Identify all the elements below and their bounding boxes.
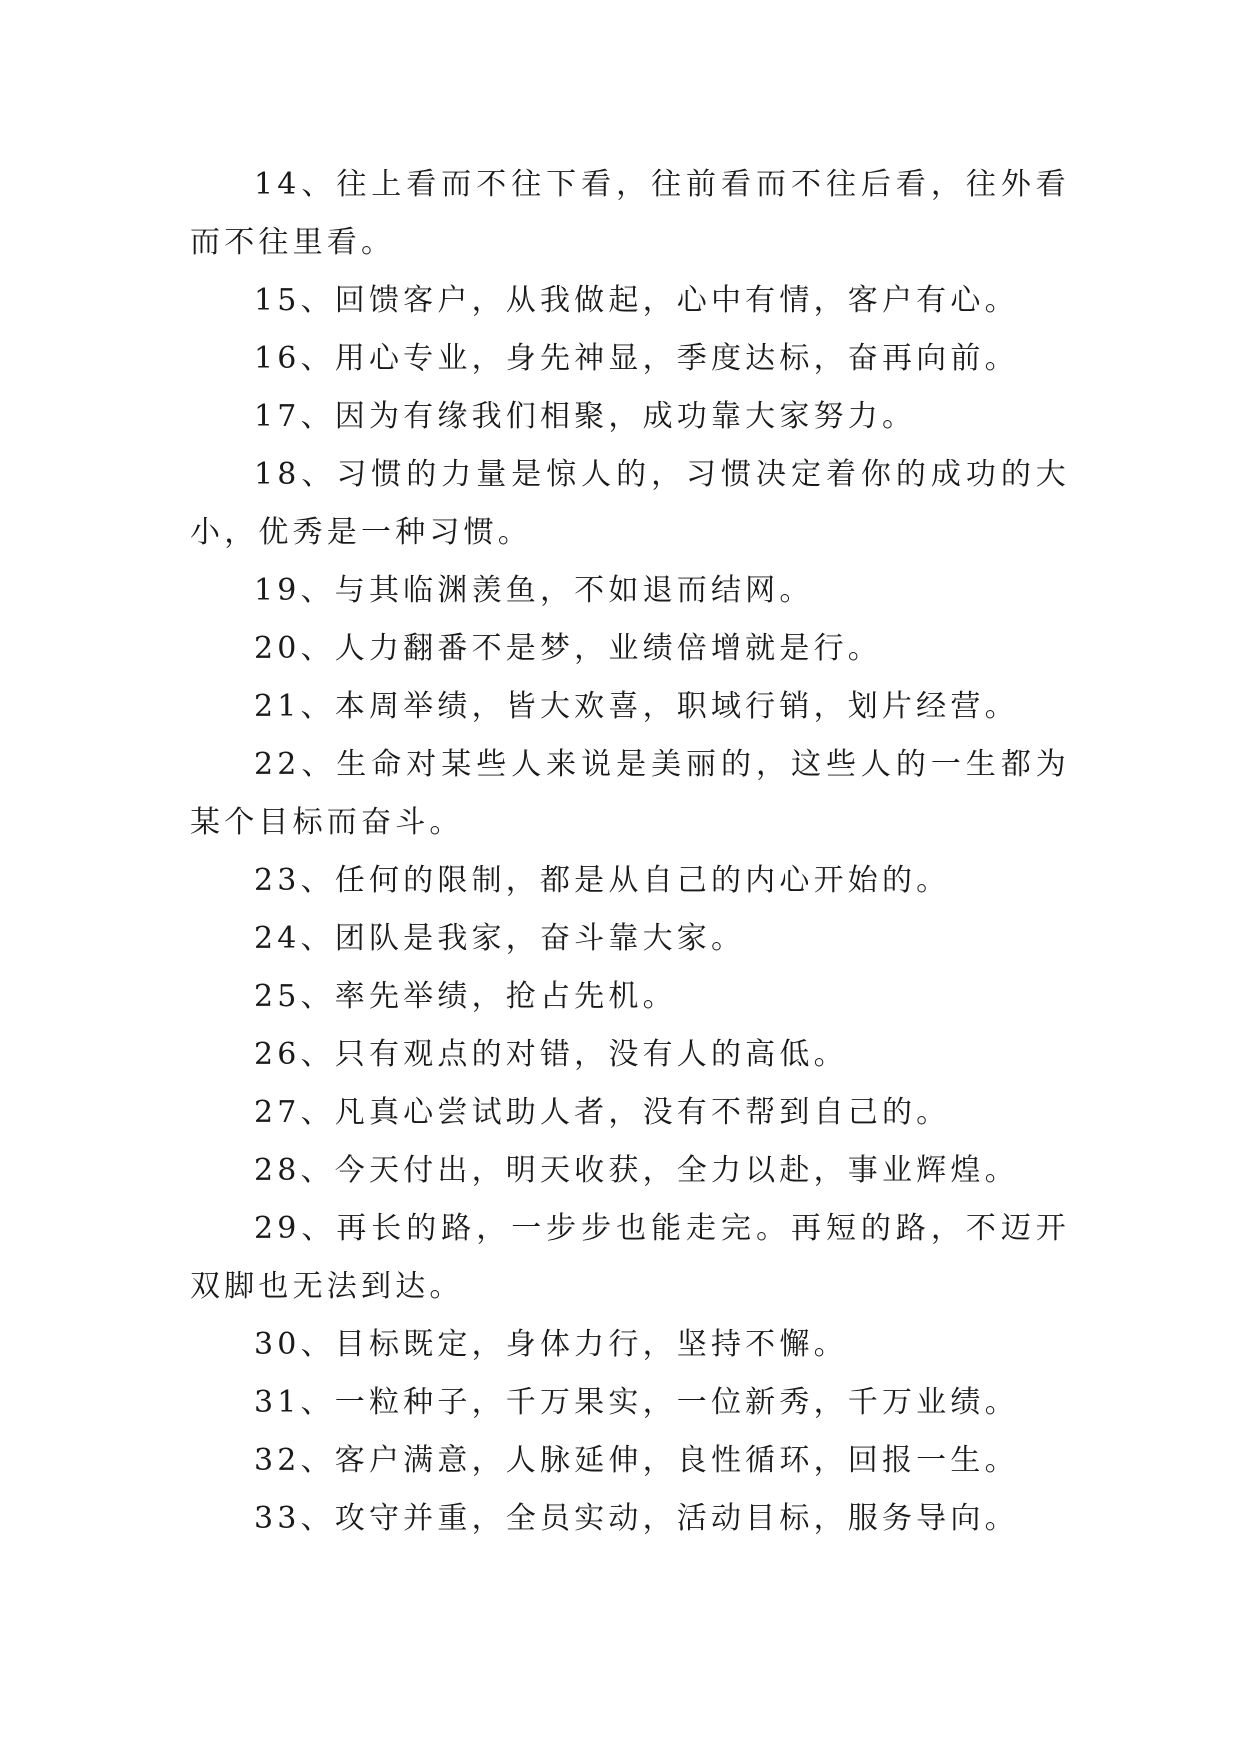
list-item: 19、与其临渊羡鱼，不如退而结网。 — [254, 573, 814, 608]
list-item: 24、团队是我家，奋斗靠大家。 — [254, 921, 746, 956]
list-item: 21、本周举绩，皆大欢喜，职域行销，划片经营。 — [254, 689, 1019, 724]
list-item: 25、率先举绩，抢占先机。 — [254, 979, 677, 1014]
list-item: 16、用心专业，身先神显，季度达标，奋再向前。 — [254, 341, 1019, 376]
list-item: 18、习惯的力量是惊人的，习惯决定着你的成功的大小，优秀是一种习惯。 — [190, 457, 1070, 550]
list-item: 22、生命对某些人来说是美丽的，这些人的一生都为某个目标而奋斗。 — [190, 747, 1070, 840]
list-item: 31、一粒种子，千万果实，一位新秀，千万业绩。 — [254, 1385, 1019, 1420]
slogan-list — [190, 156, 1070, 1548]
list-item: 17、因为有缘我们相聚，成功靠大家努力。 — [254, 399, 917, 434]
list-item: 23、任何的限制，都是从自己的内心开始的。 — [254, 863, 951, 898]
list-item: 28、今天付出，明天收获，全力以赴，事业辉煌。 — [254, 1153, 1019, 1188]
list-item: 20、人力翻番不是梦，业绩倍增就是行。 — [254, 631, 882, 666]
list-item: 27、凡真心尝试助人者，没有不帮到自己的。 — [254, 1095, 951, 1130]
list-item: 14、往上看而不往下看，往前看而不往后看，往外看而不往里看。 — [190, 167, 1070, 260]
list-item: 32、客户满意，人脉延伸，良性循环，回报一生。 — [254, 1443, 1019, 1478]
list-item: 15、回馈客户，从我做起，心中有情，客户有心。 — [254, 283, 1019, 318]
list-item: 29、再长的路，一步步也能走完。再短的路，不迈开双脚也无法到达。 — [190, 1211, 1070, 1304]
list-item: 26、只有观点的对错，没有人的高低。 — [254, 1037, 848, 1072]
list-item: 33、攻守并重，全员实动，活动目标，服务导向。 — [254, 1501, 1019, 1536]
list-item: 30、目标既定，身体力行，坚持不懈。 — [254, 1327, 848, 1362]
